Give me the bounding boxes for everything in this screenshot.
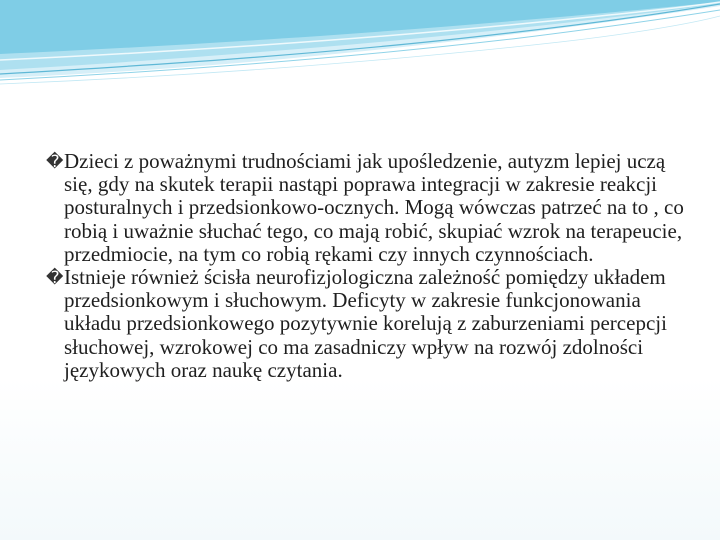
missing-glyph-bullet-icon: � [46,268,64,289]
bullet-paragraph-1 [46,150,696,266]
slide-body [46,150,696,382]
missing-glyph-bullet-icon: � [46,152,64,172]
header-wave-decoration [0,0,720,90]
bullet-paragraph-2 [46,266,696,382]
paragraph-text: Istnieje również ścisła neurofizjologiczna zależność pomiędzy układem przedsionkowym i słuchowym. Deficyty w zakresie funkcjonowania układu przedsionkowego pozytywnie korelują z zaburzeniami percepcji słuchowej, wzrokowej co ma zasadniczy wpływ na rozwój zdolności językowych oraz naukę czytania. [64,265,667,382]
paragraph-text: Dzieci z poważnymi trudnościami jak upośledzenie, autyzm lepiej uczą się, gdy na skutek terapii nastąpi poprawa integracji w zakresie reakcji posturalnych i przedsionkowo-ocznych. Mogą wówczas patrzeć na to , co robią i uważnie słuchać tego, co mają robić, skupiać wzrok na terapeucie, przedmiocie, na tym co robią rękami czy innych czynnościach. [64,149,684,266]
